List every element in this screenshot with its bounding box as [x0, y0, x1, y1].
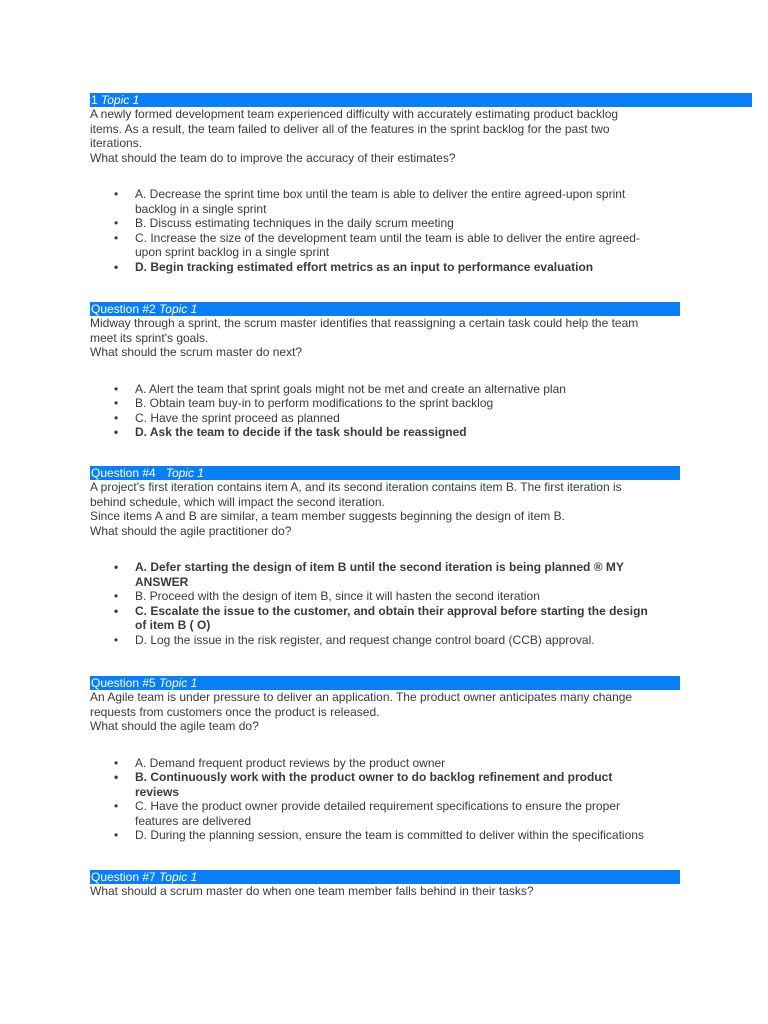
question-7: [90, 870, 680, 899]
topic-label: Topic 1: [165, 466, 204, 480]
option-b: • B. Continuously work with the product owner to do backlog refinement and product reviews: [114, 770, 613, 799]
stem-line: What should the scrum master do next?: [90, 345, 303, 359]
option-a: • A. Decrease the sprint time box until the team is able to deliver the entire agreed-upon sprint backlog in a single sprint: [114, 187, 626, 216]
question-1: [90, 93, 680, 274]
question-4: [90, 466, 680, 647]
option-d: • D. Log the issue in the risk register, and request change control board (CCB) approval.: [114, 632, 595, 647]
question-stem: [90, 107, 680, 165]
option-d: • D. During the planning session, ensure the team is committed to deliver within the specifications: [114, 828, 644, 842]
bullet-icon: •: [114, 259, 119, 274]
bullet-icon: •: [114, 828, 119, 842]
stem-line: What should the agile practitioner do?: [90, 523, 292, 538]
question-header: [90, 870, 680, 884]
option-d: • D. Ask the team to decide if the task should be reassigned: [114, 425, 467, 439]
stem-line: items. As a result, the team failed to deliver all of the features in the sprint backlog for the past two: [90, 121, 610, 136]
bullet-icon: •: [114, 755, 119, 770]
option-a: • A. Defer starting the design of item B until the second iteration is being planned ® MY ANSWER: [114, 560, 624, 589]
bullet-icon: •: [114, 560, 119, 574]
bullet-icon: •: [114, 799, 119, 813]
option-c: • C. Have the product owner provide detailed requirement specifications to ensure the proper features are delivered: [114, 799, 620, 828]
bullet-icon: •: [114, 396, 119, 410]
stem-line: iterations.: [90, 136, 143, 150]
question-header: [90, 676, 680, 690]
stem-line: Midway through a sprint, the scrum master identifies that reassigning a certain task could help the team: [90, 316, 639, 330]
bullet-icon: •: [114, 410, 119, 425]
question-5: [90, 676, 680, 843]
stem-line: What should the agile team do?: [90, 719, 259, 733]
question-stem: [90, 480, 680, 538]
topic-label: Topic 1: [101, 93, 140, 107]
question-header: [90, 93, 752, 107]
question-number: Question #2: [91, 302, 160, 316]
stem-line: Since items A and B are similar, a team member suggests beginning the design of item B.: [90, 509, 565, 523]
stem-line: An Agile team is under pressure to deliver an application. The product owner anticipates many change: [90, 690, 633, 704]
option-c: • C. Increase the size of the development team until the team is able to deliver the entire agreed- upon sprint backlog in a single sprint: [114, 230, 640, 259]
question-2: [90, 302, 680, 440]
bullet-icon: •: [114, 230, 119, 245]
option-b: • B. Discuss estimating techniques in the daily scrum meeting: [114, 216, 454, 230]
bullet-icon: •: [114, 187, 119, 201]
bullet-icon: •: [114, 381, 119, 396]
option-c: • C. Have the sprint proceed as planned: [114, 410, 340, 425]
bullet-icon: •: [114, 425, 119, 439]
question-header: [90, 302, 680, 316]
question-stem: [90, 316, 680, 360]
bullet-icon: •: [114, 770, 119, 784]
stem-line: behind schedule, which will impact the second iteration.: [90, 494, 385, 509]
bullet-icon: •: [114, 216, 119, 230]
stem-line: A project's first iteration contains item A, and its second iteration contains item B. The first iteration is: [90, 480, 622, 494]
stem-line: A newly formed development team experienced difficulty with accurately estimating product backlog: [90, 107, 619, 121]
option-a: • A. Demand frequent product reviews by the product owner: [114, 755, 446, 770]
topic-label: Topic 1: [159, 302, 198, 316]
question-number: Question #4: [91, 466, 166, 480]
answer-options: [90, 382, 680, 440]
option-a: • A. Alert the team that sprint goals might not be met and create an alternative plan: [114, 381, 566, 396]
bullet-icon: •: [114, 603, 119, 618]
bullet-icon: •: [114, 632, 119, 647]
topic-label: Topic 1: [159, 676, 198, 690]
question-number: 1: [91, 93, 102, 107]
answer-options: [90, 756, 680, 843]
question-number: Question #7: [91, 870, 160, 884]
bullet-icon: •: [114, 589, 119, 603]
question-stem: [90, 884, 680, 899]
stem-line: requests from customers once the product is released.: [90, 704, 380, 719]
option-b: • B. Obtain team buy-in to perform modifications to the sprint backlog: [114, 396, 494, 410]
option-b: • B. Proceed with the design of item B, since it will hasten the second iteration: [114, 589, 540, 603]
question-stem: [90, 690, 680, 734]
stem-line: What should a scrum master do when one team member falls behind in their tasks?: [90, 884, 534, 898]
stem-line: What should the team do to improve the accuracy of their estimates?: [90, 150, 456, 165]
question-header: [90, 466, 680, 480]
answer-options: [90, 187, 680, 274]
stem-line: meet its sprint's goals.: [90, 330, 209, 345]
question-number: Question #5: [91, 676, 160, 690]
option-d: • D. Begin tracking estimated effort metrics as an input to performance evaluation: [114, 259, 594, 274]
topic-label: Topic 1: [159, 870, 198, 884]
option-c: • C. Escalate the issue to the customer, and obtain their approval before starting the design of item B ( O): [114, 603, 648, 632]
answer-options: [90, 560, 680, 647]
